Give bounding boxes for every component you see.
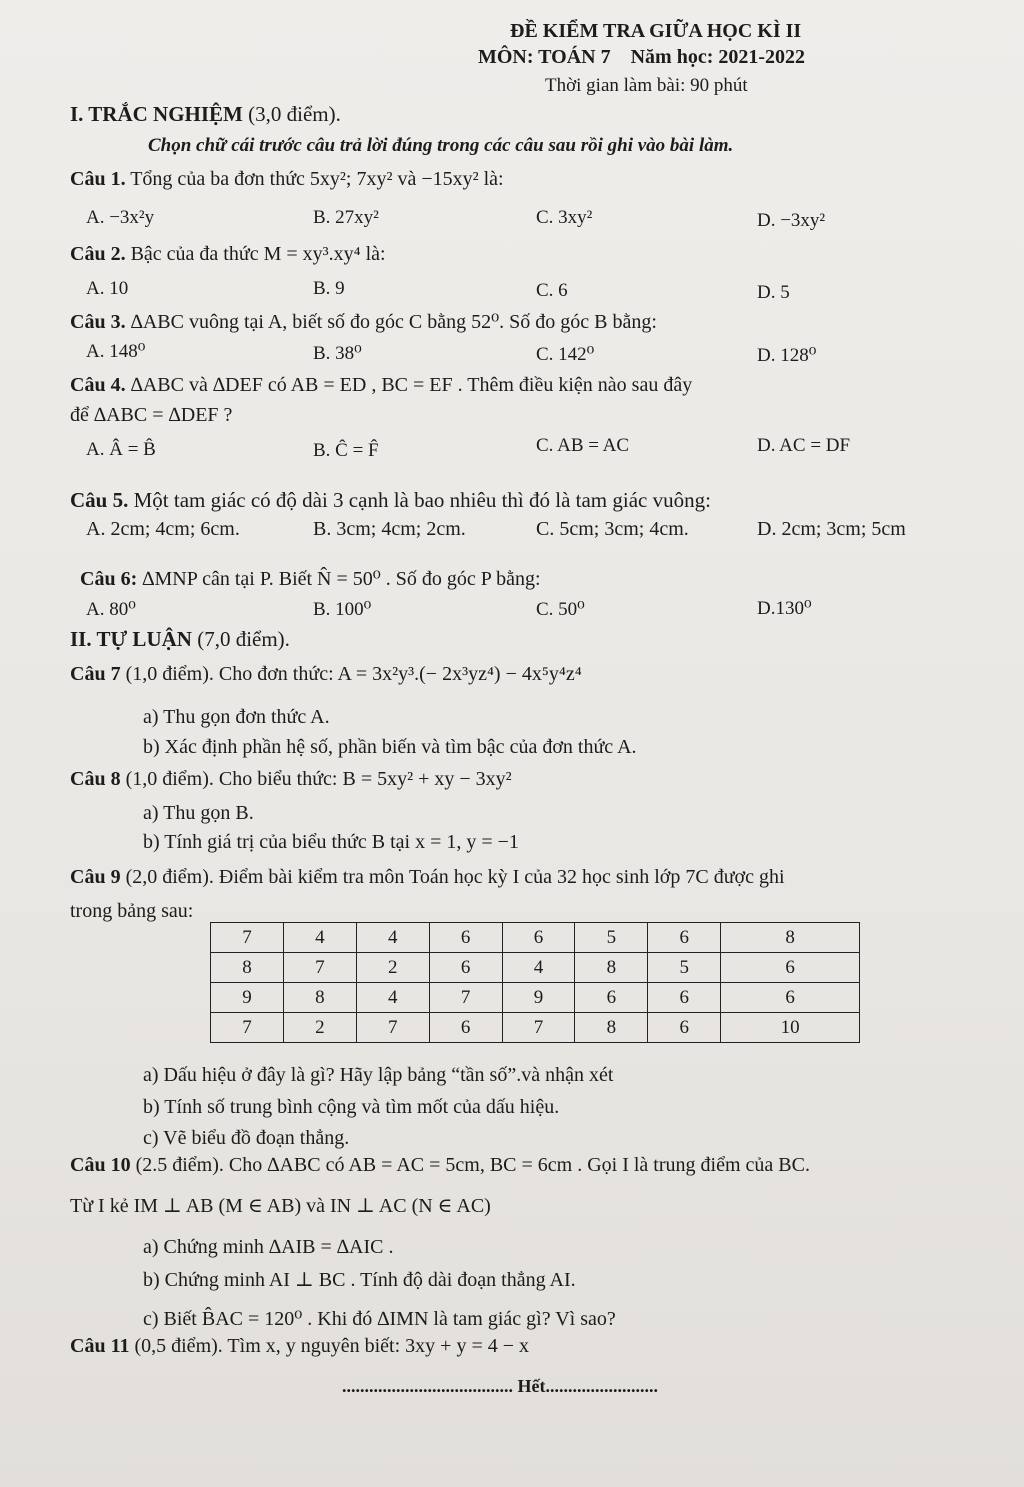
q4-text-line2: để ∆ABC = ∆DEF ? xyxy=(70,404,233,426)
q3-option-c: C. 142⁰ xyxy=(536,344,595,365)
part1-points: (3,0 điểm). xyxy=(248,102,341,126)
table-cell: 8 xyxy=(211,953,284,983)
q7-label: Câu 7 xyxy=(70,663,121,685)
table-cell: 6 xyxy=(429,953,502,983)
table-cell: 7 xyxy=(211,923,284,953)
part2-title: II. TỰ LUẬN xyxy=(70,627,192,651)
q8-part-a: a) Thu gọn B. xyxy=(143,802,254,824)
table-cell: 8 xyxy=(575,953,648,983)
table-cell: 4 xyxy=(283,923,356,953)
q6-option-d: D.130⁰ xyxy=(757,598,812,619)
table-cell: 6 xyxy=(575,983,648,1013)
part2-points: (7,0 điểm). xyxy=(197,627,290,651)
q9-text-line2: trong bảng sau: xyxy=(70,900,194,922)
question-2 xyxy=(70,243,386,266)
q10-part-c: c) Biết B̂AC = 120⁰ . Khi đó ∆IMN là tam giác gì? Vì sao? xyxy=(143,1308,616,1330)
q6-option-b: B. 100⁰ xyxy=(313,599,372,620)
table-cell: 6 xyxy=(648,1013,721,1043)
q4-option-c: C. AB = AC xyxy=(536,435,630,456)
q1-option-c: C. 3xy² xyxy=(536,207,593,228)
question-11 xyxy=(70,1335,529,1358)
q5-option-c: C. 5cm; 3cm; 4cm. xyxy=(536,518,689,540)
table-cell: 6 xyxy=(648,983,721,1013)
table-cell: 9 xyxy=(211,983,284,1013)
q10-text-line2: Từ I kẻ IM ⊥ AB (M ∈ AB) và IN ⊥ AC (N ∈ AC) xyxy=(70,1195,491,1217)
table-row xyxy=(211,983,860,1013)
table-cell: 5 xyxy=(648,953,721,983)
q7-part-a: a) Thu gọn đơn thức A. xyxy=(143,706,330,728)
q9-label: Câu 9 xyxy=(70,866,121,888)
q8-text: (1,0 điểm). Cho biểu thức: B = 5xy² + xy − 3xy² xyxy=(125,768,512,790)
q2-label: Câu 2. xyxy=(70,243,126,265)
q5-option-d: D. 2cm; 3cm; 5cm xyxy=(757,518,906,540)
q11-text: (0,5 điểm). Tìm x, y nguyên biết: 3xy + y = 4 − x xyxy=(134,1335,530,1357)
q11-label: Câu 11 xyxy=(70,1335,130,1357)
q5-text: Một tam giác có độ dài 3 cạnh là bao nhiêu thì đó là tam giác vuông: xyxy=(133,488,711,512)
q4-option-d: D. AC = DF xyxy=(757,435,851,456)
q10-part-a: a) Chứng minh ∆AIB = ∆AIC . xyxy=(143,1236,394,1258)
q1-option-d: D. −3xy² xyxy=(757,210,826,231)
q8-label: Câu 8 xyxy=(70,768,121,790)
table-cell: 6 xyxy=(721,953,860,983)
table-cell: 8 xyxy=(283,983,356,1013)
q7-text: (1,0 điểm). Cho đơn thức: A = 3x²y³.(− 2x³yz⁴) − 4x⁵y⁴z⁴ xyxy=(125,663,582,685)
part2-heading xyxy=(70,627,290,652)
q2-option-c: C. 6 xyxy=(536,280,568,301)
table-row xyxy=(211,923,860,953)
school-year: Năm học: 2021-2022 xyxy=(630,46,806,68)
q6-option-c: C. 50⁰ xyxy=(536,599,585,620)
question-1 xyxy=(70,168,504,191)
question-7 xyxy=(70,663,582,686)
q2-option-a: A. 10 xyxy=(86,278,129,299)
q2-option-b: B. 9 xyxy=(313,278,345,299)
q9-part-c: c) Vẽ biểu đồ đoạn thẳng. xyxy=(143,1127,350,1149)
table-cell: 8 xyxy=(721,923,860,953)
q3-option-d: D. 128⁰ xyxy=(757,345,817,366)
q10-label: Câu 10 xyxy=(70,1154,131,1176)
question-4 xyxy=(70,374,692,397)
question-3 xyxy=(70,309,657,334)
q2-option-d: D. 5 xyxy=(757,282,790,303)
table-cell: 9 xyxy=(502,983,575,1013)
end-marker: ...................................... Hết......................... xyxy=(342,1376,658,1396)
exam-title: ĐỀ KIỂM TRA GIỮA HỌC KÌ II xyxy=(510,20,802,42)
table-cell: 6 xyxy=(502,923,575,953)
table-cell: 7 xyxy=(211,1013,284,1043)
table-cell: 8 xyxy=(575,1013,648,1043)
table-cell: 2 xyxy=(356,953,429,983)
subject-line xyxy=(478,46,805,69)
instruction: Chọn chữ cái trước câu trả lời đúng trong các câu sau rồi ghi vào bài làm. xyxy=(148,135,734,156)
q3-option-b: B. 38⁰ xyxy=(313,343,362,364)
table-cell: 7 xyxy=(356,1013,429,1043)
q1-option-b: B. 27xy² xyxy=(313,207,379,228)
question-9 xyxy=(70,866,785,889)
q7-part-b: b) Xác định phần hệ số, phần biến và tìm bậc của đơn thức A. xyxy=(143,736,637,758)
part1-heading xyxy=(70,102,341,127)
q4-label: Câu 4. xyxy=(70,374,126,396)
q10-part-b: b) Chứng minh AI ⊥ BC . Tính độ dài đoạn thẳng AI. xyxy=(143,1269,576,1291)
q5-label: Câu 5. xyxy=(70,488,129,512)
subject: MÔN: TOÁN 7 xyxy=(478,46,611,68)
table-cell: 6 xyxy=(648,923,721,953)
q4-option-b: B. Ĉ = F̂ xyxy=(313,440,379,461)
table-row xyxy=(211,953,860,983)
q6-label: Câu 6: xyxy=(80,568,138,590)
table-cell: 5 xyxy=(575,923,648,953)
part1-title: I. TRẮC NGHIỆM xyxy=(70,102,243,126)
q5-option-a: A. 2cm; 4cm; 6cm. xyxy=(86,518,240,540)
table-cell: 7 xyxy=(429,983,502,1013)
q5-option-b: B. 3cm; 4cm; 2cm. xyxy=(313,518,466,540)
question-5 xyxy=(70,488,711,513)
score-table xyxy=(210,922,860,1043)
question-10 xyxy=(70,1154,810,1177)
q9-text: (2,0 điểm). Điểm bài kiểm tra môn Toán học kỳ I của 32 học sinh lớp 7C được ghi xyxy=(125,866,785,888)
table-cell: 2 xyxy=(283,1013,356,1043)
table-cell: 10 xyxy=(721,1013,860,1043)
question-8 xyxy=(70,768,512,791)
q6-text: ∆MNP cân tại P. Biết N̂ = 50⁰ . Số đo góc P bằng: xyxy=(142,568,541,590)
q9-part-b: b) Tính số trung bình cộng và tìm mốt của dấu hiệu. xyxy=(143,1096,560,1118)
q3-text: ∆ABC vuông tại A, biết số đo góc C bằng 52⁰. Số đo góc B bằng: xyxy=(130,311,657,333)
table-row xyxy=(211,1013,860,1043)
q4-text: ∆ABC và ∆DEF có AB = ED , BC = EF . Thêm điều kiện nào sau đây xyxy=(130,374,693,396)
q6-option-a: A. 80⁰ xyxy=(86,599,136,620)
question-6 xyxy=(80,566,541,591)
q1-text: Tổng của ba đơn thức 5xy²; 7xy² và −15xy² là: xyxy=(130,168,504,190)
table-cell: 6 xyxy=(429,1013,502,1043)
table-cell: 6 xyxy=(721,983,860,1013)
table-cell: 4 xyxy=(502,953,575,983)
q4-option-a: A. Â = B̂ xyxy=(86,439,156,460)
q10-text: (2.5 điểm). Cho ∆ABC có AB = AC = 5cm, BC = 6cm . Gọi I là trung điểm của BC. xyxy=(135,1154,810,1176)
q2-text: Bậc của đa thức M = xy³.xy⁴ là: xyxy=(130,243,386,265)
q8-part-b: b) Tính giá trị của biểu thức B tại x = 1, y = −1 xyxy=(143,831,519,853)
q1-option-a: A. −3x²y xyxy=(86,207,155,228)
q1-label: Câu 1. xyxy=(70,168,126,190)
duration: Thời gian làm bài: 90 phút xyxy=(545,75,748,96)
table-cell: 4 xyxy=(356,983,429,1013)
table-cell: 7 xyxy=(283,953,356,983)
q3-option-a: A. 148⁰ xyxy=(86,341,146,362)
q3-label: Câu 3. xyxy=(70,311,126,333)
table-cell: 4 xyxy=(356,923,429,953)
table-cell: 6 xyxy=(429,923,502,953)
q9-part-a: a) Dấu hiệu ở đây là gì? Hãy lập bảng “tần số”.và nhận xét xyxy=(143,1064,614,1086)
table-cell: 7 xyxy=(502,1013,575,1043)
